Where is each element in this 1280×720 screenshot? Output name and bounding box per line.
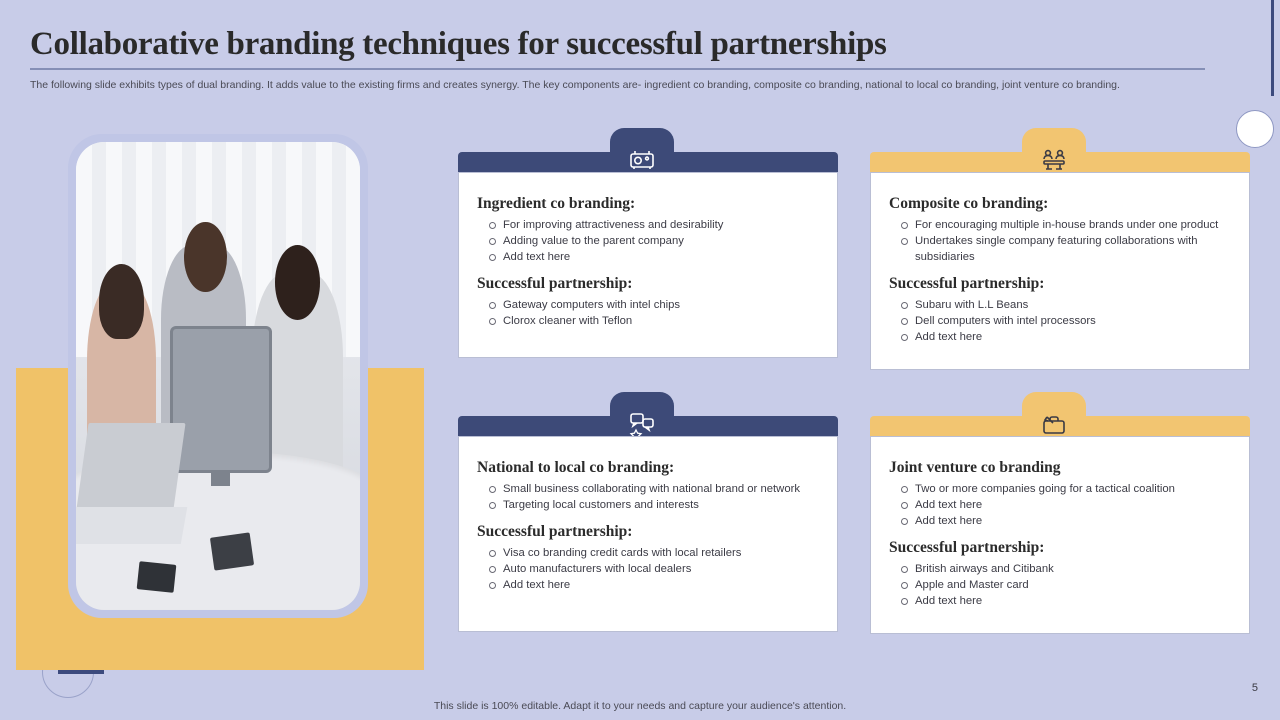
list-item: For encouraging multiple in-house brands under one product: [901, 217, 1233, 233]
list-item: Two or more companies going for a tactical coalition: [901, 481, 1233, 497]
top-right-circle-decoration: [1236, 110, 1274, 148]
photo-monitor: [173, 329, 270, 469]
card-heading: National to local co branding:: [477, 459, 675, 476]
list-item: Add text here: [489, 577, 821, 593]
list-item: Dell computers with intel processors: [901, 313, 1233, 329]
card-body: [458, 172, 838, 358]
page-title: Collaborative branding techniques for successful partnerships: [30, 26, 887, 62]
card-heading: Joint venture co branding: [889, 459, 1061, 476]
page-subtitle: The following slide exhibits types of dual branding. It adds value to the existing firms and creates synergy. The key components are- ingredient co branding, composite co branding, national to local co branding, joint venture co branding.: [30, 79, 1120, 91]
card-subheading: Successful partnership:: [889, 275, 1045, 292]
page-number: 5: [1251, 682, 1258, 694]
list-item: Add text here: [901, 513, 1233, 529]
card-heading: Composite co branding:: [889, 195, 1049, 212]
list-item: Add text here: [901, 329, 1233, 345]
title-underline: [30, 68, 1205, 70]
top-right-accent-line: [1271, 0, 1274, 96]
card-subheading: Successful partnership:: [477, 523, 633, 540]
list-item: Adding value to the parent company: [489, 233, 821, 249]
list-item: Targeting local customers and interests: [489, 497, 821, 513]
photo-phone-two: [137, 561, 177, 593]
list-item: Add text here: [901, 497, 1233, 513]
list-item: For improving attractiveness and desirability: [489, 217, 821, 233]
photo-person-right-head: [275, 245, 320, 320]
list-item: Undertakes single company featuring collaborations with subsidiaries: [901, 233, 1233, 265]
card-sub-points: [489, 545, 821, 593]
team-collaboration-photo: [76, 142, 360, 610]
list-item: British airways and Citibank: [901, 561, 1233, 577]
card-sub-points: [489, 297, 821, 329]
list-item: Clorox cleaner with Teflon: [489, 313, 821, 329]
list-item: Add text here: [489, 249, 821, 265]
card-points: [901, 481, 1233, 529]
photo-phone-one: [210, 533, 254, 571]
card-points: [489, 481, 821, 513]
card-body: [870, 172, 1250, 370]
list-item: Apple and Master card: [901, 577, 1233, 593]
card-sub-points: [901, 561, 1233, 609]
card-points: [901, 217, 1233, 265]
slide-footer-note: This slide is 100% editable. Adapt it to your needs and capture your audience's attention.: [433, 700, 847, 712]
photo-laptop: [76, 423, 185, 517]
list-item: Small business collaborating with national brand or network: [489, 481, 821, 497]
card-body: [458, 436, 838, 632]
card-subheading: Successful partnership:: [889, 539, 1045, 556]
list-item: Auto manufacturers with local dealers: [489, 561, 821, 577]
card-body: [870, 436, 1250, 634]
list-item: Subaru with L.L Beans: [901, 297, 1233, 313]
photo-frame: [68, 134, 368, 618]
list-item: Gateway computers with intel chips: [489, 297, 821, 313]
card-points: [489, 217, 821, 265]
list-item: Add text here: [901, 593, 1233, 609]
card-subheading: Successful partnership:: [477, 275, 633, 292]
photo-person-center-head: [184, 222, 227, 292]
card-sub-points: [901, 297, 1233, 345]
photo-laptop-base: [76, 507, 187, 544]
list-item: Visa co branding credit cards with local retailers: [489, 545, 821, 561]
card-heading: Ingredient co branding:: [477, 195, 636, 212]
photo-person-left-head: [99, 264, 144, 339]
